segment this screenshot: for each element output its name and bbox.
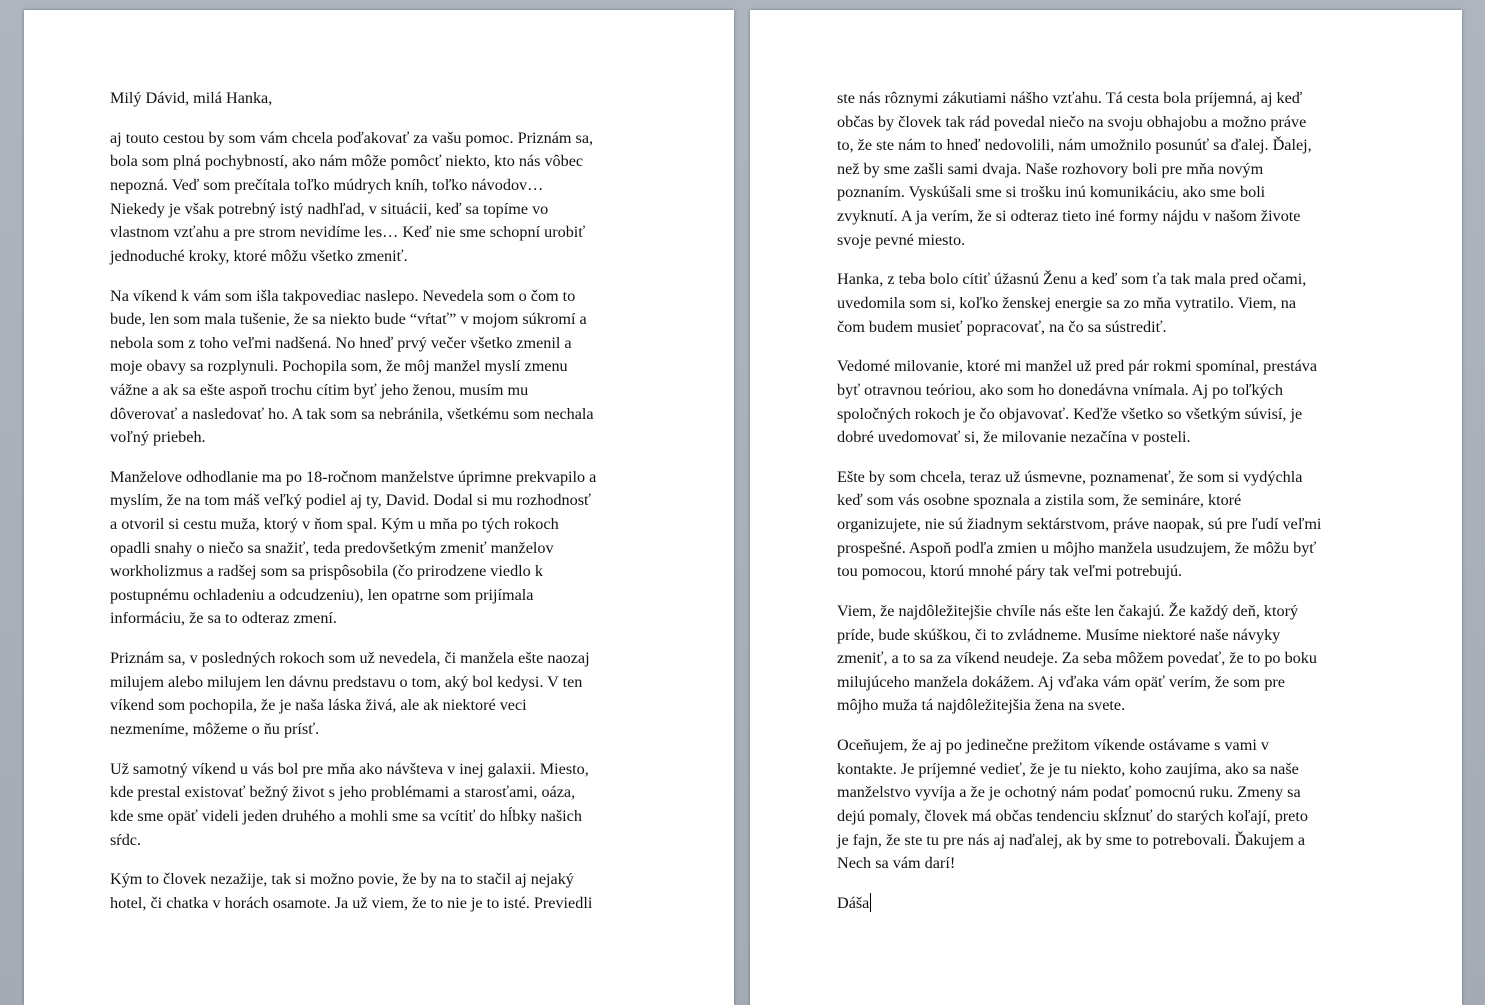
page-2-text-body[interactable] <box>837 87 1385 932</box>
paragraph: Manželove odhodlanie ma po 18-ročnom manželstve úprimne prekvapilo a myslím, že na tom máš veľký podiel aj ty, David. Dodal si mu rozhodnosť a otvoril si cestu muža, ktorý v ňom spal. Kým u mňa po tých rokoch opadli snahy o niečo sa snažiť, teda predovšetkým zmeniť manželov workholizmus a radšej som sa prispôsobila (čo prirodzene viedlo k postupnému ochladeniu a odcudzeniu), len opatrne som prijímala informáciu, že sa to odteraz zmení. <box>110 467 597 628</box>
paragraph: Vedomé milovanie, ktoré mi manžel už pred pár rokmi spomínal, prestáva byť otravnou teóriou, ako som ho donedávna vnímala. Aj po toľkých spoločných rokoch je čo objavovať. Keďže všetko so všetkým súvisí, je dobré uvedomovať si, že milovanie nezačína v posteli. <box>837 357 1318 447</box>
paragraph: Hanka, z teba bolo cítiť úžasnú Ženu a keď som ťa tak mala pred očami, uvedomila som si, koľko ženskej energie sa zo mňa vytratilo. Viem, na čom budem musieť popracovať, na čo sa sústrediť. <box>837 270 1307 336</box>
salutation: Milý Dávid, milá Hanka, <box>110 89 273 107</box>
paragraph: Viem, že najdôležitejšie chvíle nás ešte len čakajú. Že každý deň, ktorý príde, bude skúškou, či to zvládneme. Musíme niektoré naše návyky zmeniť, a to sa za víkend neudeje. Za seba môžem povedať, že to po boku milujúceho manžela dokážem. Aj vďaka vám opäť verím, že som pre môjho muža tá najdôležitejšia žena na svete. <box>837 602 1317 715</box>
text-cursor <box>870 893 871 912</box>
paragraph: Už samotný víkend u vás bol pre mňa ako návšteva v inej galaxii. Miesto, kde prestal existovať bežný život s jeho problémami a starosťami, oáza, kde sme opäť videli jeden druhého a mohli sme sa vcítiť do hĺbky našich sŕdc. <box>110 759 589 849</box>
paragraph: Oceňujem, že aj po jedinečne prežitom víkende ostávame s vami v kontakte. Je príjemné vedieť, že je tu niekto, koho zaujíma, ako sa naše manželstvo vyvíja a že je ochotný nám podať pomocnú ruku. Zmeny sa dejú pomaly, človek má občas tendenciu skĺznuť do starých koľají, preto je fajn, že ste tu pre nás aj naďalej, ak by sme to potrebovali. Ďakujem a Nech sa vám darí! <box>837 736 1308 873</box>
paragraph: aj touto cestou by som vám chcela poďakovať za vašu pomoc. Priznám sa, bola som plná pochybností, ako nám môže pomôcť niekto, kto nás vôbec nepozná. Veď som prečítala toľko múdrych kníh, toľko návodov… Niekedy je však potrebný istý nadhľad, v situácii, keď sa topíme vo vlastnom vzťahu a pre strom nevidíme les… Keď nie sme schopní urobiť jednoduché kroky, ktoré môžu všetko zmeniť. <box>110 128 594 265</box>
paragraph: Na víkend k vám som išla takpovediac naslepo. Nevedela som o čom to bude, len som mala tušenie, že sa niekto bude “vŕtať” v mojom súkromí a nebola som z toho veľmi nadšená. No hneď prvý večer všetko zmenil a moje obavy sa rozplynuli. Pochopila som, že môj manžel myslí zmenu vážne a ak sa ešte aspoň trochu cítim byť jeho ženou, musím mu dôverovať a nasledovať ho. A tak som sa nebránila, všetkému som nechala voľný priebeh. <box>110 286 594 447</box>
document-page-1[interactable] <box>24 10 734 1005</box>
document-page-2[interactable] <box>750 10 1462 1005</box>
paragraph: Priznám sa, v posledných rokoch som už nevedela, či manžela ešte naozaj milujem alebo milujem len dávnu predstavu o tom, aký bol kedysi. V ten víkend som pochopila, že je naša láska živá, ale ak niektoré veci nezmeníme, môžeme o ňu prísť. <box>110 649 590 738</box>
signature-line <box>837 892 1385 916</box>
page-1-text-body[interactable] <box>110 87 658 932</box>
paragraph: ste nás rôznymi zákutiami nášho vzťahu. Tá cesta bola príjemná, aj keď občas by človek tak rád povedal niečo na svoju obhajobu a možno práve to, že ste nám to hneď nedovolili, nám umožnilo posunúť sa ďalej. Ďalej, než by sme zašli sami dvaja. Naše rozhovory boli pre mňa novým poznaním. Vyskúšali sme si trošku inú komunikáciu, ako sme boli zvyknutí. A ja verím, že si odteraz tieto iné formy nájdu v našom živote svoje pevné miesto. <box>837 89 1312 249</box>
paragraph: Ešte by som chcela, teraz už úsmevne, poznamenať, že som si vydýchla keď som vás osobne spoznala a zistila som, že semináre, ktoré organizujete, nie sú žiadnym sektárstvom, práve naopak, sú pre ľudí veľmi prospešné. Aspoň podľa zmien u môjho manžela usudzujem, že môžu byť tou pomocou, ktorú mnohé páry tak veľmi potrebujú. <box>837 467 1322 581</box>
paragraph: Kým to človek nezažije, tak si možno povie, že by na to stačil aj nejaký hotel, či chatka v horách osamote. Ja už viem, že to nie je to isté. Previedli <box>110 870 593 912</box>
signature-name: Dáša <box>837 893 870 912</box>
